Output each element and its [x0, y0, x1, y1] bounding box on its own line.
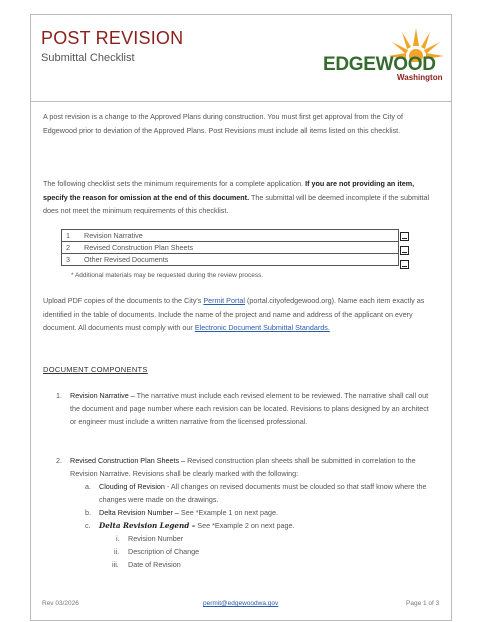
logo-wordmark: EDGEWOOD: [323, 54, 436, 75]
item-label: Revision Narrative –: [70, 391, 135, 400]
page-subtitle: Submittal Checklist: [41, 52, 135, 64]
delta-number-item: [99, 506, 434, 519]
requirements-bold: If you are not providing an item, specify the reason for omission at the end of this document.: [43, 179, 415, 202]
checklist-note: * Additional materials may be requested during the review process.: [71, 272, 264, 279]
logo-subtitle: Washington: [397, 73, 443, 82]
checklist-table: [61, 229, 399, 266]
item-number: 2.: [56, 456, 62, 465]
row-number: 3: [62, 254, 81, 266]
edgewood-logo: [318, 22, 446, 86]
roman-text: Date of Revision: [128, 560, 181, 569]
item-number: 1.: [56, 391, 62, 400]
roman-text: Revision Number: [128, 534, 184, 543]
table-row: [62, 254, 399, 266]
permit-portal-link[interactable]: Permit Portal: [203, 296, 245, 305]
requirements-text: The following checklist sets the minimum requirements for a complete application.: [43, 179, 304, 188]
row-label: Other Revised Documents: [80, 254, 399, 266]
item-text: The narrative must include each revised element to be reviewed. The narrative shall call out the document and page number where each revision can be located. Revisions to plans designed by an architect or engineer must include a written narrative from the licensed professional.: [70, 391, 429, 426]
roman-number: i.: [116, 534, 120, 543]
revision-narrative-item: [70, 389, 434, 428]
item-text: Revised construction plan sheets shall be submitted in correlation to the Revision Narrative. Revisions shall be clearly marked with the following:: [70, 456, 416, 478]
page-title: POST REVISION: [41, 28, 184, 48]
sub-letter: c.: [85, 521, 91, 530]
sub-text: See *Example 2 on next page.: [197, 521, 295, 530]
table-row: [62, 242, 399, 254]
footer-email-link[interactable]: permit@edgewoodwa.gov: [203, 600, 279, 607]
row-number: 2: [62, 242, 81, 254]
requirements-paragraph: [43, 177, 437, 218]
roman-number: ii.: [114, 547, 120, 556]
checkbox-plan-sheets[interactable]: [400, 246, 409, 255]
clouding-item: [99, 480, 434, 506]
submittal-standards-link[interactable]: Electronic Document Submittal Standards.: [194, 323, 330, 332]
table-row: [62, 230, 399, 242]
sub-text: - All changes on revised documents must be clouded so that staff know where the changes were made on the drawings.: [99, 482, 427, 504]
sub-letter: b.: [85, 508, 91, 517]
section-title: DOCUMENT COMPONENTS: [43, 365, 148, 374]
intro-paragraph: A post revision is a change to the Approved Plans during construction. You must first get approval from the City of Edgewood prior to deviation of the Approved Plans. Post Revisions must include all items listed on this checklist.: [43, 112, 403, 135]
footer-revision: Rev 03/2026: [42, 600, 79, 607]
sub-label: Delta Revision Number –: [99, 508, 179, 517]
row-number: 1: [62, 230, 81, 242]
delta-legend-item: [99, 519, 434, 532]
checkbox-revision-narrative[interactable]: [400, 232, 409, 241]
sub-letter: a.: [85, 482, 91, 491]
requirements-text-2: The submittal will be deemed incomplete if the submittal does not meet the minimum requirements of this checklist.: [43, 192, 430, 215]
footer-page-number: Page 1 of 3: [406, 600, 440, 607]
roman-text: Description of Change: [128, 547, 200, 556]
row-label: Revised Construction Plan Sheets: [80, 242, 399, 254]
item-label: Revised Construction Plan Sheets –: [70, 456, 186, 465]
sub-label: Clouding of Revision: [99, 482, 165, 491]
upload-text: Upload PDF copies of the documents to the City's: [43, 296, 202, 305]
plan-sheets-item: [70, 454, 434, 480]
roman-number: iii.: [112, 560, 119, 569]
row-label: Revision Narrative: [80, 230, 399, 242]
checkbox-other-documents[interactable]: [400, 260, 409, 269]
sub-label: Delta Revision Legend –: [99, 521, 196, 530]
upload-paragraph: [43, 294, 437, 335]
sub-text: See *Example 1 on next page.: [180, 508, 279, 517]
upload-text-2: (portal.cityofedgewood.org). Name each item exactly as identified in the table of documents. Include the name of the project and name and address of the applicant on every document. All documents must comply with our: [43, 296, 425, 332]
